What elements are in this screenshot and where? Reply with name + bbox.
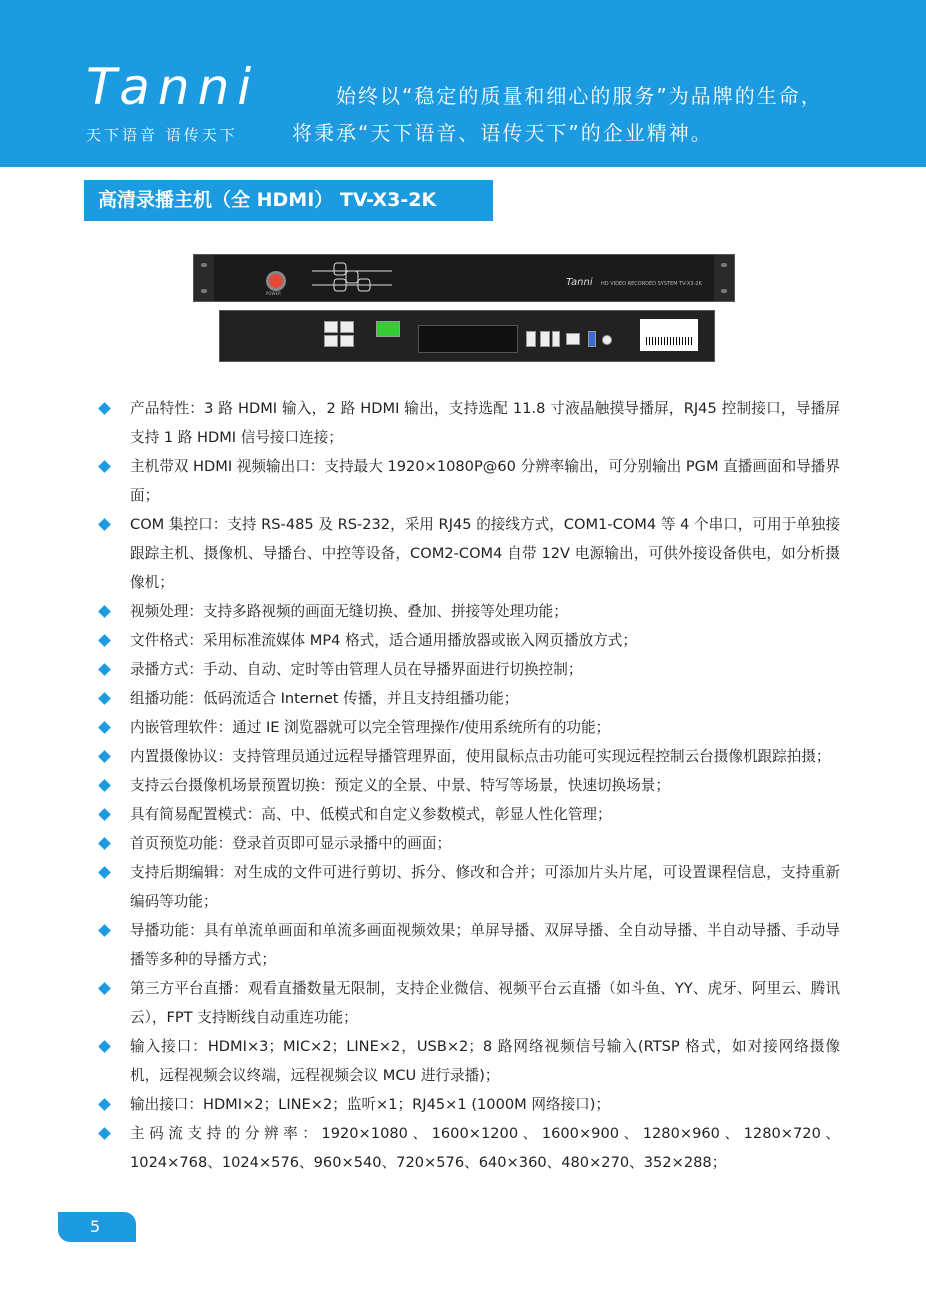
brand-logo: Tanni — [86, 58, 260, 116]
feature-item — [100, 1032, 840, 1090]
diamond-bullet-icon — [98, 837, 111, 850]
hdmi-output-port-icon — [540, 331, 550, 347]
feature-text: 内置摄像协议：支持管理员通过远程导播管理界面，使用鼠标点击功能可实现远程控制云台摄像机跟踪拍摄； — [130, 748, 831, 765]
diamond-bullet-icon — [98, 750, 111, 763]
feature-item — [100, 510, 840, 597]
feature-item — [100, 1090, 840, 1119]
feature-text: COM 集控口：支持 RS-485 及 RS-232，采用 RJ45 的接线方式，COM1-COM4 等 4 个串口，可用于单独接跟踪主机、摄像机、导播台、中控等设备，COM2-COM4 自带 12V 电源输出，可供外接设备供电，如分析摄像机； — [130, 516, 840, 591]
front-brand-label: Tanni — [566, 277, 593, 288]
feature-item — [100, 829, 840, 858]
diamond-bullet-icon — [98, 1127, 111, 1140]
diamond-bullet-icon — [98, 1098, 111, 1111]
device-back-panel — [219, 310, 715, 362]
feature-item — [100, 858, 840, 916]
hdmi-input-group-icon — [418, 325, 518, 353]
feature-text: 输入接口：HDMI×3；MIC×2；LINE×2，USB×2；8 路网络视频信号输入(RTSP 格式，如对接网络摄像机，远程视频会议终端，远程视频会议 MCU 进行录播)； — [130, 1038, 840, 1084]
feature-item — [100, 742, 840, 771]
feature-text: 主机带双 HDMI 视频输出口：支持最大 1920×1080P@60 分辨率输出，可分别输出 PGM 直播画面和导播界面； — [130, 458, 840, 504]
feature-item — [100, 974, 840, 1032]
lan-port-icon — [566, 333, 580, 345]
diamond-bullet-icon — [98, 460, 111, 473]
diamond-bullet-icon — [98, 721, 111, 734]
feature-item — [100, 800, 840, 829]
rj45-port-icon — [324, 335, 338, 347]
diamond-bullet-icon — [98, 605, 111, 618]
diamond-bullet-icon — [98, 982, 111, 995]
diamond-bullet-icon — [98, 663, 111, 676]
feature-item — [100, 1119, 840, 1177]
feature-text: 主码流支持的分辨率：1920×1080、1600×1200、1600×900、1280×960、1280×720、1024×768、1024×576、960×540、720×576、640×360、480×270、352×288； — [130, 1125, 840, 1171]
feature-text: 输出接口：HDMI×2；LINE×2；监听×1；RJ45×1 (1000M 网络接口)； — [130, 1096, 611, 1113]
front-model-label: HD VIDEO RECORDED SYSTEM TV-X3-2K — [601, 281, 702, 287]
feature-item — [100, 771, 840, 800]
rj45-port-icon — [340, 321, 354, 333]
power-label: POWER — [266, 291, 281, 296]
feature-text: 内嵌管理软件：通过 IE 浏览器就可以完全管理操作/使用系统所有的功能； — [130, 719, 611, 736]
barcode-icon — [646, 337, 692, 345]
feature-item — [100, 452, 840, 510]
feature-item — [100, 597, 840, 626]
diamond-bullet-icon — [98, 692, 111, 705]
feature-text: 支持云台摄像机场景预置切换：预定义的全景、中景、特写等场景，快速切换场景； — [130, 777, 670, 794]
feature-text: 视频处理：支持多路视频的画面无缝切换、叠加、拼接等处理功能； — [130, 603, 568, 620]
device-front-panel — [193, 254, 735, 302]
dc-power-port-icon — [602, 335, 612, 345]
feature-list — [100, 394, 840, 1177]
serial-label-sticker — [640, 319, 698, 351]
feature-item — [100, 916, 840, 974]
diamond-bullet-icon — [98, 866, 111, 879]
slogan-line-1: 始终以“稳定的质量和细心的服务”为品牌的生命， — [336, 84, 823, 108]
feature-text: 产品特性：3 路 HDMI 输入，2 路 HDMI 输出，支持选配 11.8 寸液晶触摸导播屏，RJ45 控制接口，导播屏支持 1 路 HDMI 信号接口连接； — [130, 400, 840, 446]
front-decoration-icon — [312, 257, 392, 299]
feature-text: 录播方式：手动、自动、定时等由管理人员在导播界面进行切换控制； — [130, 661, 583, 678]
usb-port-icon — [552, 331, 560, 347]
page-number: 5 — [58, 1212, 136, 1242]
feature-text: 第三方平台直播：观看直播数量无限制，支持企业微信、视频平台云直播（如斗鱼、YY、虎牙、阿里云、腾讯云），FPT 支持断线自动重连功能； — [130, 980, 840, 1026]
feature-text: 首页预览功能：登录首页即可显示录播中的画面； — [130, 835, 452, 852]
feature-item — [100, 713, 840, 742]
feature-text: 文件格式：采用标准流媒体 MP4 格式，适合通用播放器或嵌入网页播放方式； — [130, 632, 637, 649]
product-title: 高清录播主机（全 HDMI） TV-X3-2K — [84, 180, 493, 221]
diamond-bullet-icon — [98, 924, 111, 937]
hdmi-output-port-icon — [526, 331, 536, 347]
feature-text: 具有简易配置模式：高、中、低模式和自定义参数模式，彰显人性化管理； — [130, 806, 612, 823]
usb3-port-icon — [588, 331, 596, 347]
diamond-bullet-icon — [98, 634, 111, 647]
power-button-icon — [266, 271, 286, 291]
slogan-line-2: 将秉承“天下语音、语传天下”的企业精神。 — [292, 121, 713, 145]
feature-item — [100, 684, 840, 713]
feature-text: 导播功能：具有单流单画面和单流多画面视频效果；单屏导播、双屏导播、全自动导播、半自动导播、手动导播等多种的导播方式； — [130, 922, 840, 968]
rj45-port-icon — [340, 335, 354, 347]
logo-tagline: 天下语音 语传天下 — [86, 126, 238, 144]
product-image — [193, 254, 735, 362]
diamond-bullet-icon — [98, 779, 111, 792]
diamond-bullet-icon — [98, 518, 111, 531]
feature-text: 组播功能：低码流适合 Internet 传播，并且支持组播功能； — [130, 690, 519, 707]
header-banner — [0, 0, 926, 167]
feature-item — [100, 655, 840, 684]
diamond-bullet-icon — [98, 1040, 111, 1053]
feature-text: 支持后期编辑：对生成的文件可进行剪切、拆分、修改和合并；可添加片头片尾，可设置课程信息，支持重新编码等功能； — [130, 864, 840, 910]
feature-item — [100, 394, 840, 452]
terminal-block-icon — [376, 321, 400, 337]
diamond-bullet-icon — [98, 808, 111, 821]
diamond-bullet-icon — [98, 402, 111, 415]
feature-item — [100, 626, 840, 655]
rj45-port-icon — [324, 321, 338, 333]
